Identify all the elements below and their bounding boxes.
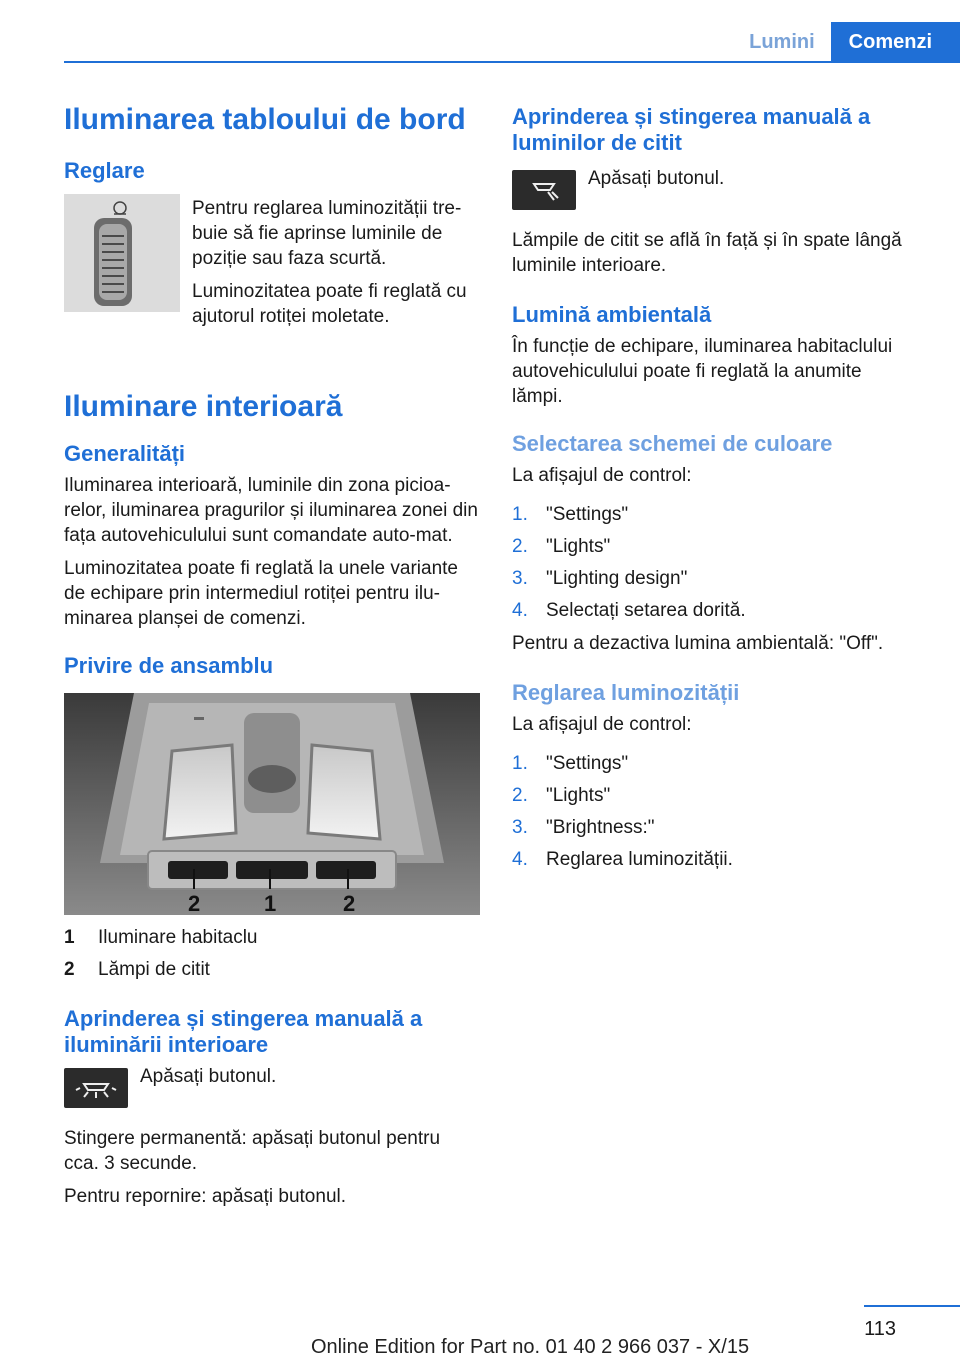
list-item [512,502,912,527]
heading-aprinderea-iluminarii: Aprinderea și stingerea manuală a iluminării interioare [64,1006,423,1057]
roof-console-image [64,693,480,915]
heading-generalitati: Generalități [64,441,186,466]
schema-off-text: Pentru a dezactiva lumina ambientală: "Off". [512,633,884,654]
legend-number: 1 [64,927,75,948]
footer-rule [864,1305,960,1307]
ambient-paragraph-1: În funcție de echipare, iluminarea habitaclului autovehiculului poate fi reglată la anumite lămpi. [512,336,893,407]
list-number: 3. [512,568,528,589]
reading-light-button-icon [512,170,576,210]
interior-light-button-icon [64,1068,128,1108]
heading-lumina-ambientala: Lumină ambientală [512,302,712,327]
left-column [64,88,480,1217]
list-item [512,598,912,623]
list-text: Reglarea luminozității. [546,849,733,870]
citit-paragraph-1: Lămpile de citit se află în față și în spate lângă luminile interioare. [512,230,902,276]
reglare-paragraph-2: Luminozitatea poate fi reglată cu ajutorul rotiței moletate. [192,281,467,327]
list-item [512,751,912,776]
schema-intro: La afișajul de control: [512,465,692,486]
figure-legend [64,925,480,982]
heading-reglarea-luminozitatii: Reglarea luminozității [512,680,740,705]
list-number: 4. [512,849,528,870]
figure-label-left: 2 [188,891,201,915]
figure-label-center: 1 [264,891,277,915]
list-number: 2. [512,785,528,806]
section-title-dashboard-lighting: Iluminarea tabloului de bord [64,103,466,136]
list-item [512,783,912,808]
list-item [512,566,912,591]
legend-item [64,925,480,950]
list-item [512,847,912,872]
list-text: "Settings" [546,504,629,525]
right-column [512,104,912,880]
list-number: 1. [512,753,528,774]
heading-luminile-de-citit: Aprinderea și stingerea manuală a luminilor de citit [512,104,871,155]
tab-lumini[interactable]: Lumini [731,22,831,62]
generalitati-paragraph-1: Iluminarea interioară, luminile din zona picioa-relor, iluminarea pragurilor și iluminarea zonei din fața autovehiculului sunt comandate auto-mat. [64,475,478,546]
figure-label-right: 2 [343,891,356,915]
list-text: Selectați setarea dorită. [546,600,746,621]
list-number: 1. [512,504,528,525]
list-item [512,815,912,840]
page-number: 113 [864,1318,896,1340]
legend-number: 2 [64,959,75,980]
legend-text: Iluminare habitaclu [98,927,258,948]
reglare-paragraph-1: Pentru reglarea luminozității tre-buie să fie aprinse luminile de poziție sau faza scurtă. [192,198,462,269]
chapter-tabs [731,22,960,62]
header-rule [64,61,960,63]
generalitati-paragraph-2: Luminozitatea poate fi reglată la unele variante de echipare prin intermediul rotiței pentru ilu-minarea planșei de comenzi. [64,558,458,629]
lum-steps-list [512,751,912,872]
citit-press-text: Apăsați butonul. [588,168,725,189]
aprinderea-paragraph-2: Pentru repornire: apăsați butonul. [64,1186,347,1207]
list-number: 3. [512,817,528,838]
aprinderea-press-text: Apăsați butonul. [140,1066,277,1087]
tab-comenzi[interactable]: Comenzi [831,22,960,62]
heading-privire-de-ansamblu: Privire de ansamblu [64,653,274,678]
list-text: "Lights" [546,785,611,806]
lum-intro: La afișajul de control: [512,714,692,735]
aprinderea-paragraph-1: Stingere permanentă: apăsați butonul pentru cca. 3 secunde. [64,1128,441,1174]
heading-schema-culoare: Selectarea schemei de culoare [512,431,833,456]
list-number: 2. [512,536,528,557]
schema-steps-list [512,502,912,623]
list-text: "Brightness:" [546,817,655,838]
list-text: "Lighting design" [546,568,688,589]
legend-item [64,957,480,982]
thumbwheel-image [64,194,180,312]
list-text: "Settings" [546,753,629,774]
list-number: 4. [512,600,528,621]
list-item [512,534,912,559]
heading-reglare: Reglare [64,158,145,183]
section-title-interior-lighting: Iluminare interioară [64,390,343,423]
legend-text: Lămpi de citit [98,959,210,980]
list-text: "Lights" [546,536,611,557]
edition-text: Online Edition for Part no. 01 40 2 966 037 - X/15 [311,1336,750,1358]
